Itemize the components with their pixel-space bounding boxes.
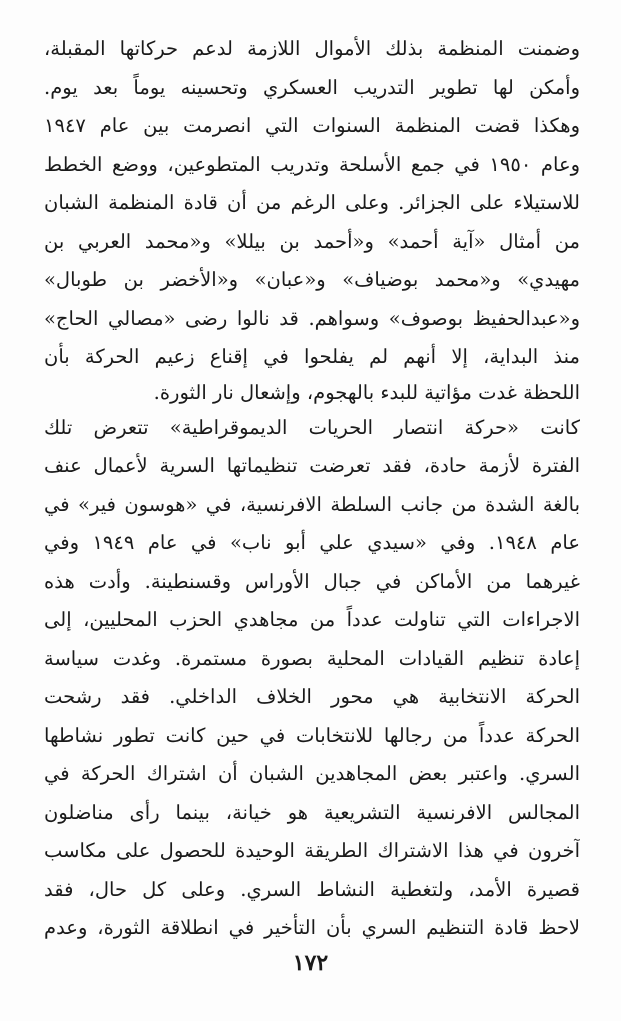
text-line: إعادة تنظيم القيادات المحلية بصورة مستمرة. وغدت سياسة: [44, 646, 580, 670]
text-line: وأمكن لها تطوير التدريب العسكري وتحسينه يوماً بعد يوم.: [44, 75, 580, 99]
text-line: لاحظ قادة التنظيم السري بأن التأخير في انطلاقة الثورة، وعدم: [44, 916, 580, 939]
text-line: بالغة الشدة من جانب السلطة الافرنسية، في «هوسون فير» في: [44, 492, 580, 516]
text-line: و«عبدالحفيظ بوصوف» وسواهم. قد نالوا رضى «مصالي الحاج»: [44, 306, 580, 330]
text-line: كانت «حركة انتصار الحريات الديموقراطية» تتعرض تلك: [44, 415, 580, 439]
text-line: الفترة لأزمة حادة، فقد تعرضت تنظيماتها السرية لأعمال عنف: [44, 454, 580, 477]
body-text: [44, 30, 580, 948]
text-line: الاجراءات التي تناولت عدداً من مجاهدي الحزب المحليين، إلى: [44, 608, 580, 631]
text-line: الحركة الانتخابية هي محور الخلاف الداخلي. فقد رشحت: [44, 685, 580, 708]
text-line: وهكذا قضت المنظمة السنوات التي انصرمت بين عام ١٩٤٧: [44, 114, 580, 137]
text-line: اللحظة غدت مؤاتية للبدء بالهجوم، وإشعال نار الثورة.: [153, 380, 580, 404]
text-line: وعام ١٩٥٠ في جمع الأسلحة وتدريب المتطوعين، ووضع الخطط: [44, 152, 580, 176]
text-line: مهيدي» و«محمد بوضياف» و«عبان» و«الأخضر بن طوبال»: [44, 268, 580, 291]
text-line: الحركة عدداً من رجالها للانتخابات في حين كانت تطور نشاطها: [44, 723, 580, 747]
text-line: قصيرة الأمد، ولتغطية النشاط السري. وعلى كل حال، فقد: [44, 877, 580, 901]
text-line: منذ البداية، إلا أنهم لم يفلحوا في إقناع زعيم الحركة بأن: [44, 345, 580, 368]
text-line: وضمنت المنظمة بذلك الأموال اللازمة لدعم حركاتها المقبلة،: [44, 37, 580, 60]
text-line: عام ١٩٤٨. وفي «سيدي علي أبو ناب» في عام ١٩٤٩ وفي: [44, 531, 580, 554]
text-line: السري. واعتبر بعض المجاهدين الشبان أن اشتراك الحركة في: [44, 762, 580, 785]
text-line: آخرون في هذا الاشتراك الطريقة الوحيدة للحصول على مكاسب: [44, 839, 580, 862]
text-line: غيرهما من الأماكن في جبال الأوراس وقسنطينة. وأدت هذه: [44, 569, 580, 593]
text-line: المجالس الافرنسية التشريعية هو خيانة، بينما رأى مناضلون: [44, 800, 580, 824]
text-line: من أمثال «آية أحمد» و«أحمد بن بيللا» و«محمد العربي بن: [44, 229, 580, 253]
text-line: للاستيلاء على الجزائر. وعلى الرغم من أن قادة المنظمة الشبان: [44, 191, 580, 214]
page-number: ١٧٢: [292, 950, 329, 976]
